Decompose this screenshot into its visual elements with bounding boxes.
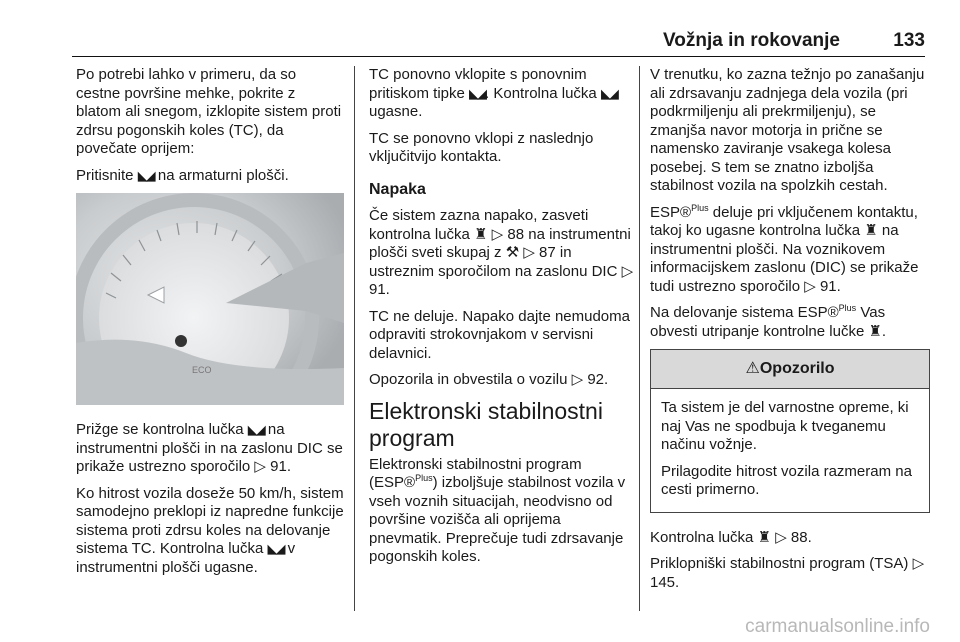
reference-arrow-icon: ▷ [254, 458, 266, 475]
reference-arrow-icon: ▷ [771, 528, 787, 546]
sub-heading: Napaka [369, 180, 426, 198]
page-header [72, 26, 925, 56]
page-number: 133 [893, 30, 925, 51]
reference-arrow-icon: ▷ [912, 555, 925, 572]
service-wrench-icon: ⚒ [505, 244, 520, 261]
column-3 [650, 66, 930, 600]
paragraph: Ko hitrost vozila doseže 50 km/h, sistem samodejno preklopi iz napredne funkcije sistema proti zdrsu koles na delovanje sistema TC. Kontrolna lučka ◣◢ v instrumentni plošči ugasne. [76, 484, 344, 576]
esp-icon: ♜ [864, 222, 878, 239]
esp-icon: ♜ [757, 528, 772, 546]
traction-control-icon: ◣◢ [267, 541, 284, 556]
reference-arrow-icon: ▷ [804, 277, 816, 295]
column-2 [369, 66, 635, 575]
traction-control-icon: ◣◢ [600, 85, 617, 101]
paragraph: Prilagodite hitrost vozila razmeram na cesti primerno. [661, 462, 912, 498]
traction-control-icon: ◣◢ [137, 167, 154, 183]
paragraph: Na delovanje sistema ESP®$^{Plus}$ Vas obvesti utripanje kontrolne lučke ♜. [650, 303, 887, 340]
warning-title: Opozorilo [759, 360, 835, 377]
paragraph: TC ne deluje. Napako dajte nemudoma odpraviti strokovnjakom v servisni delavnici. [369, 307, 630, 362]
reference-arrow-icon: ▷ [621, 262, 634, 280]
section-heading: Elektronski stabilnostni program [369, 397, 603, 451]
warning-header [651, 350, 929, 389]
reference-arrow-icon: ▷ [487, 225, 504, 243]
esp-icon: ♜ [474, 225, 488, 243]
paragraph: Po potrebi lahko v primeru, da so cestne površine mehke, pokrite z blatom ali snegom, izklopite sistem proti zdrsu pogonskih koles (TC), da povečate oprijem: [76, 66, 342, 157]
paragraph: Če sistem zazna napako, zasveti kontrolna lučka ♜ ▷ 88 na instrumentni plošči sveti skupaj z ⚒ ▷ 87 in ustreznim sporočilom na zaslonu DIC ▷ 91. [369, 207, 634, 298]
paragraph: Opozorila in obvestila o vozilu ▷ 92. [369, 371, 609, 388]
traction-control-icon [175, 335, 187, 347]
eco-label: ECO [192, 365, 212, 375]
reference-arrow-icon: ▷ [519, 244, 535, 261]
header-rule [72, 56, 925, 57]
traction-control-icon: ◣◢ [247, 422, 264, 437]
watermark: carmanualsonline.info [745, 616, 930, 637]
paragraph: Ta sistem je del varnostne opreme, ki naj Vas ne spodbuja k tveganemu načinu vožnje. [661, 399, 909, 453]
warning-box [650, 349, 930, 513]
reference-arrow-icon: ▷ [571, 371, 584, 388]
instrument-panel-illustration [76, 193, 344, 405]
traction-control-icon: ◣◢ [469, 85, 486, 101]
column-1 [76, 66, 344, 585]
paragraph: TC se ponovno vklopi z naslednjo vključitvijo kontakta. [369, 129, 594, 165]
paragraph: ESP®$^{Plus}$ deluje pri vključenem kontaktu, takoj ko ugasne kontrolna lučka ♜ na instrumentni plošči. Na voznikovem informacijskem zaslonu (DIC) se prikaže tudi ustrezno sporočilo ▷ 91. [650, 202, 919, 295]
warning-triangle-icon: ⚠ [745, 360, 760, 377]
paragraph: TC ponovno vklopite s ponovnim pritiskom tipke ◣◢. Kontrolna lučka ◣◢ ugasne. [369, 66, 617, 120]
page-title: Vožnja in rokovanje [662, 30, 840, 51]
paragraph: Kontrolna lučka ♜ ▷ 88. [650, 528, 812, 546]
warning-body [651, 389, 929, 512]
paragraph: V trenutku, ko zazna težnjo po zanašanju ali zdrsavanju zadnjega dela vozila (pri podkrmiljenju ali prekrmiljenju), se zmanjša navor motorja in prične se namensko zaviranje vsakega kolesa posebej. S tem se znatno izboljša stabilnost vozila na spolzkih cestah. [650, 66, 925, 194]
column-divider [639, 66, 640, 611]
paragraph: Priklopniški stabilnostni program (TSA) ▷ 145. [650, 555, 925, 591]
paragraph: Prižge se kontrolna lučka ◣◢ na instrumentni plošči in na zaslonu DIC se prikaže ustrezno sporočilo ▷ 91. [76, 421, 343, 475]
paragraph: Pritisnite ◣◢ na armaturni plošči. [76, 166, 289, 184]
esp-icon: ♜ [868, 322, 882, 340]
column-divider [354, 66, 355, 611]
paragraph: Elektronski stabilnostni program (ESP®$^{Plus}$) izboljšuje stabilnost vozila v vseh voznih situacijah, neodvisno od površine vozišča ali oprijema pnevmatik. Preprečuje tudi zdrsavanje pogonskih koles. [369, 455, 626, 565]
